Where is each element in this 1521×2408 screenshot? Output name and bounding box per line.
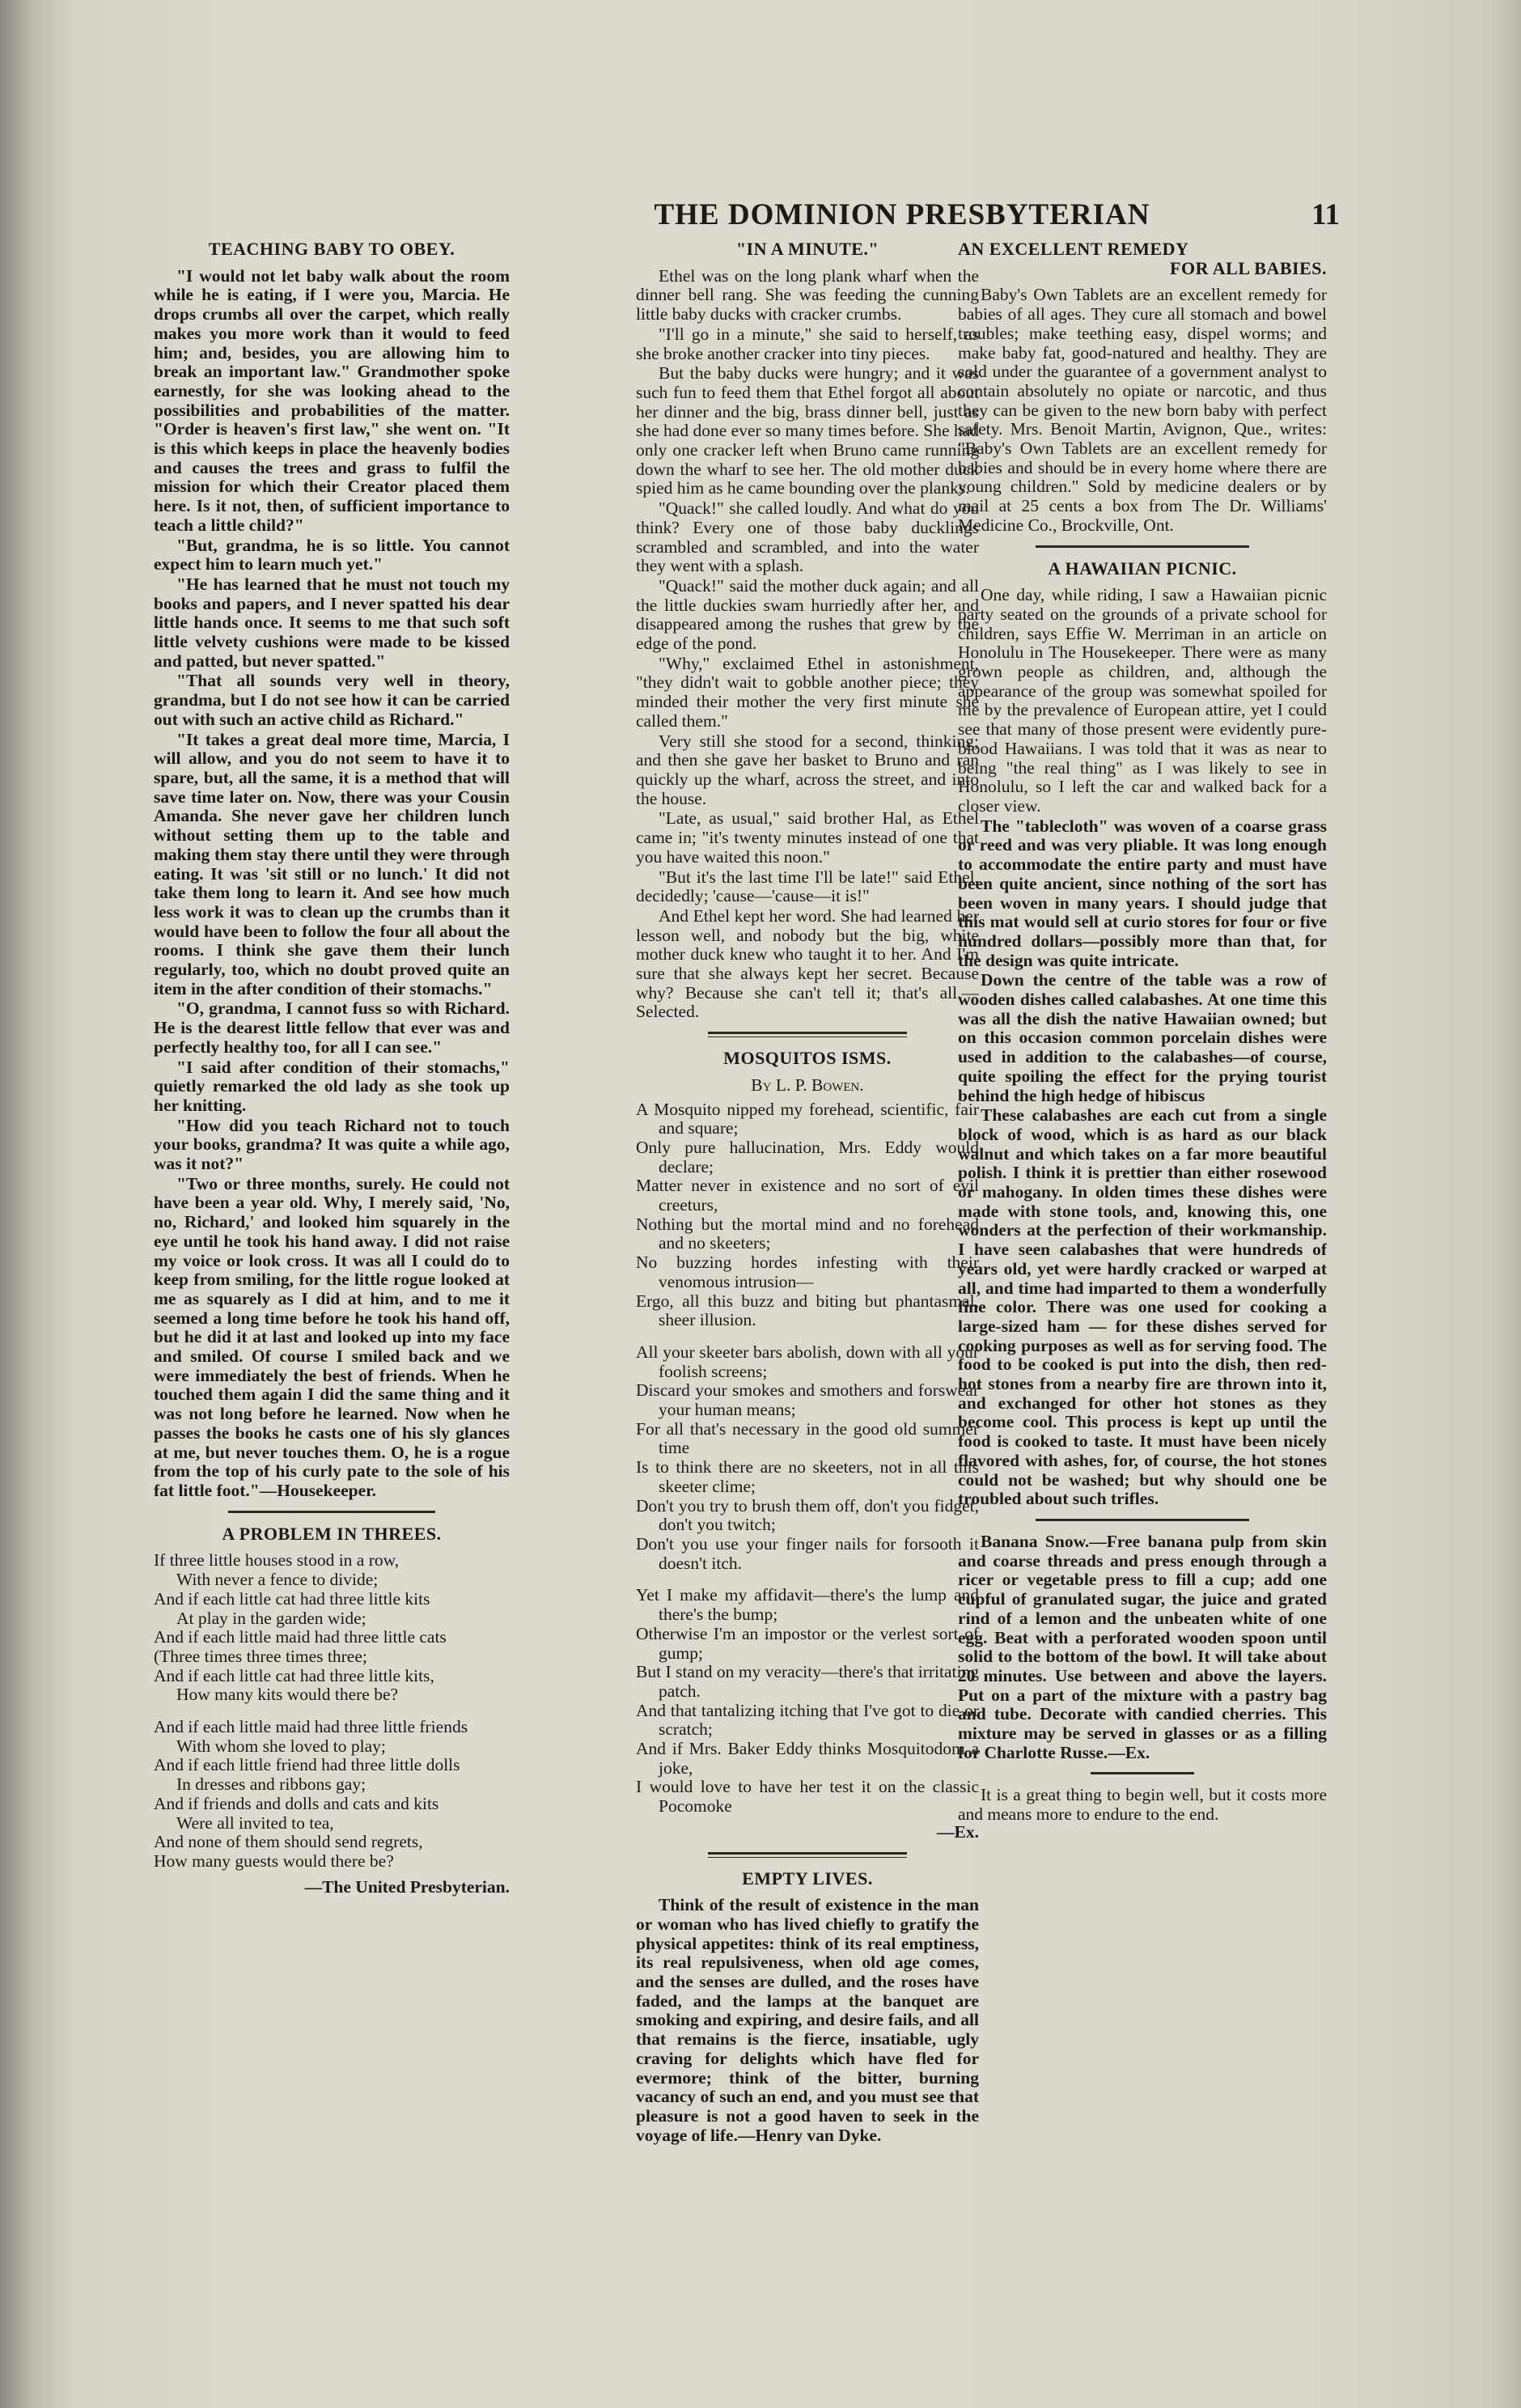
divider [1036,545,1249,548]
advert-title-line1: AN EXCELLENT REMEDY [958,240,1189,259]
verse-line: And that tantalizing itching that I've got to die or scratch; [636,1700,979,1740]
verse-line: And if each little maid had three little cats [154,1627,447,1647]
poem-byline: By L. P. Bowen. [751,1075,864,1095]
poem-title: MOSQUITOS ISMS. [723,1048,892,1069]
stanza-gap [154,1705,510,1718]
verse-line: Ergo, all this buzz and biting but phantasmal, sheer illusion. [636,1291,979,1330]
paragraph: "Quack!" said the mother duck again; and all the little duckies swam hurriedly after her, and disappeared among the rushes that grew by the edge of the pond. [636,575,979,654]
article-title: TEACHING BABY TO OBEY. [208,240,455,259]
paragraph: "Late, as usual," said brother Hal, as Ethel came in; "it's twenty minutes instead of one that you have waited this noon." [636,808,979,867]
paragraph: And Ethel kept her word. She had learned her lesson well, and nobody but the big, white mother duck knew who taught it to her. And I'm sure that she always kept her secret. Because why? Because she can't tell it; that's all.—Selected. [636,905,979,1022]
verse-line: If three little houses stood in a row, [154,1550,400,1571]
paragraph: These calabashes are each cut from a single block of wood, which is as hard as our black walnut and which takes on a far more beautiful polish. I think it is prettier than either rosewood or mahogany. In olden times these dishes were made with stone tools, and, knowing this, one wonders at the perfection of their workmanship. I have seen calabashes that were hundreds of years old, yet were hardly cracked or warped at all, and time had imparted to them a wonderfully fine color. There was one used for cooking a large-sized ham — for these dishes served for cooking purposes as well as for serving food. The food to be cooked is put into the dish, then red-hot stones from a nearby fire are thrown into it, and exchanged for other hot stones as they become cool. This process is kept up until the food is cooked to taste. It must have been nicely flavored with ashes, for, of course, the hot stones could not be washed; but why should one be troubled about such trifles. [958,1105,1327,1509]
verse-line: With never a fence to divide; [176,1570,379,1590]
paragraph: One day, while riding, I saw a Hawaiian picnic party seated on the grounds of a private school for children, says Effie W. Merriman in an article on Honolulu in The Housekeeper. There were as many grown people as children, and, although the appearance of the group was somewhat spoiled for me by the prevalence of European attire, yet I could see that many of those present were evidently pure-blood Hawaiians. I was told that it was as near to being "the real thing" as I was likely to see in Honolulu, so I left the car and walked back for a closer view. [958,585,1327,816]
verse-line: Were all invited to tea, [176,1812,334,1833]
paragraph: "How did you teach Richard not to touch your books, grandma? It was quite a while ago, was it not?" [154,1115,510,1174]
article-empty-lives [636,1869,979,2146]
page-number: 11 [1311,198,1340,231]
article-teaching-baby [154,240,510,1501]
verse-line: Otherwise I'm an impostor or the verlest sort of gump; [636,1623,979,1663]
verse-line: Is to think there are no skeeters, not in all this skeeter clime; [636,1457,979,1496]
verse-line: (Three times three times three; [154,1646,367,1666]
verse-line: Don't you try to brush them off, don't you fidget, don't you twitch; [636,1495,979,1535]
verse-line: At play in the garden wide; [176,1608,366,1628]
paragraph: "That all sounds very well in theory, grandma, but I do not see how it can be carried out with such an active child as Richard." [154,671,510,729]
verse-line: Discard your smokes and smothers and forswear your human means; [636,1380,979,1420]
paragraph: "I would not let baby walk about the room while he is eating, if I were you, Marcia. He drops crumbs all over the carpet, which really makes you more work than it would to feed him; and, besides, you are allowing him to break an important law." Grandmother spoke earnestly, for she was looking ahead to the possibilities and probabilities of the matter. "Order is heaven's first law," she went on. "It is this which keeps in place the heavenly bodies and causes the trees and grass to fulfil the mission for which their Creator placed them here. Is it not, then, of sufficient importance to teach a little child?" [154,265,510,535]
advert-title-line2: FOR ALL BABIES. [1170,257,1327,278]
article-body [154,267,510,1501]
recipe-banana-snow [958,1533,1327,1762]
verse-line: A Mosquito nipped my forehead, scientific, fair and square; [636,1099,979,1138]
column-middle [636,240,979,2376]
divider [228,1511,434,1513]
paragraph: Think of the result of existence in the man or woman who has lived chiefly to gratify the physical appetites: think of its real emptiness, its real repulsiveness, when old age comes, and the senses are dulled, and the roses have faded, and the lamps at the banquet are smoking and expiring, and desire fails, and all that remains is the fierce, insatiable, ugly craving for delights which have fled for evermore; think of the bitter, burning vacancy of such an end, and you must see that pleasure is not a good haven to seek in the voyage of life.—Henry van Dyke. [636,1895,979,2145]
advert-title [958,240,1327,278]
verse-line: For all that's necessary in the good old summer time [636,1418,979,1458]
divider [708,1032,907,1037]
verse-line: But I stand on my veracity—there's that irritating patch. [636,1662,979,1701]
poem-credit: —Ex. [937,1821,979,1842]
paragraph: "Two or three months, surely. He could not have been a year old. Why, I merely said, 'No, no, Richard,' and looked him squarely in the eye until he took his hand away. I did not raise my voice or look cross. It was all I could do to keep from smiling, for the little rogue looked at me as squarely as I did at him, and to me it seemed a long time before he took his hand off, but he did it at last and looked up into my face and smiled. Of course I smiled back and we were immediately the best of friends. When he touched them again I did the same thing and it was not long before he learned. Now when he passes the books he casts one of his sly glances at me, but never touches them. O, he is a rogue from the top of his curly pate to the sole of his fat little foot."—Housekeeper. [154,1173,510,1500]
article-body [636,1896,979,2145]
verse-line: And if each little cat had three little kits [154,1588,430,1609]
verse-line: Only pure hallucination, Mrs. Eddy would declare; [636,1137,979,1176]
verse-line: Yet I make my affidavit—there's the lump and there's the bump; [636,1585,979,1625]
verse-line: And if each little cat had three little kits, [154,1665,434,1685]
verse-line: In dresses and ribbons gay; [176,1774,366,1795]
column-left [154,240,510,2376]
verse-line: And if Mrs. Baker Eddy thinks Mosquitodom a joke, [636,1739,979,1778]
paragraph: But the baby ducks were hungry; and it was such fun to feed them that Ethel forgot all about her dinner and the big, brass dinner bell, just as she had done ever so many times before. She had only one cracker left when Bruno came running down the wharf to see her. The old mother duck spied him as he came bounding over the planks. [636,363,979,498]
divider [1091,1772,1194,1774]
paragraph: "But it's the last time I'll be late!" said Ethel, decidedly; 'cause—'cause—it is!" [636,867,979,906]
stanza-gap [636,1573,979,1586]
paragraph: Down the centre of the table was a row of wooden dishes called calabashes. At one time this was all the dish the native Hawaiian owned; but on this occasion common porcelain dishes were used in addition to the calabashes—of course, quite spoiling the effect for the prying tourist behind the high hedge of hibiscus [958,970,1327,1105]
paragraph: It is a great thing to begin well, but it costs more and means more to endure to the end. [958,1785,1327,1825]
verse-line: And none of them should send regrets, [154,1832,423,1852]
verse-line: How many kits would there be? [176,1685,399,1705]
advert-excellent-remedy [958,240,1327,536]
verse-line: And if each little friend had three little dolls [154,1755,460,1775]
paragraph: "I'll go in a minute," she said to herself, as she broke another cracker into tiny pieces. [636,324,979,363]
article-title: EMPTY LIVES. [742,1867,873,1889]
article-title: "IN A MINUTE." [735,240,879,259]
paragraph: "It takes a great deal more time, Marcia, I will allow, and you do not seem to have it to spare, but, all the same, it is a method that will save time later on. Now, there was your Cousin Amanda. She never gave her children lunch without setting them up to the table and making them stay there until they were through eating. It was 'sit still or no lunch.' It did not take them long to learn it. And see how much less work it was to clean up the crumbs than it would have been to follow the four all about the rooms. I think she gave them their lunch regularly, too, which no doubt proved quite an item in the after condition of their stomachs." [154,729,510,998]
verse-line: I would love to have her test it on the classic Pocomoke [636,1777,979,1817]
paragraph: "I said after condition of their stomachs," quietly remarked the old lady as she took up her knitting. [154,1057,510,1115]
article-body-bold [958,817,1327,1509]
poem-credit: —The United Presbyterian. [304,1876,510,1897]
divider [1036,1519,1249,1521]
verse-line: Don't you use your finger nails for forsooth it doesn't itch. [636,1534,979,1573]
verse-line: How many guests would there be? [154,1851,394,1871]
paragraph: "But, grandma, he is so little. You cannot expect him to learn much yet." [154,535,510,574]
paragraph: "Why," exclaimed Ethel in astonishment, "they didn't wait to gobble another piece; they minded their mother the very first minute she called them." [636,653,979,731]
paragraph: "O, grandma, I cannot fuss so with Richard. He is the dearest little fellow that ever was and perfectly healthy too, for all I can see." [154,998,510,1057]
paragraph: Very still she stood for a second, thinking; and then she gave her basket to Bruno and ran quickly up the wharf, across the street, and into the house. [636,731,979,808]
column-right [958,240,1327,2376]
divider [708,1852,907,1858]
paragraph: Ethel was on the long plank wharf when the dinner bell rang. She was feeding the cunning little baby ducks with cracker crumbs. [636,265,979,324]
verse-line: Nothing but the mortal mind and no forehead and no skeeters; [636,1214,979,1253]
stanza-gap [636,1330,979,1343]
paragraph: "He has learned that he must not touch my books and papers, and I never spatted his dear little hands once. It seems to me that such soft little velvety cushions were made to be kissed and patted, but never spatted." [154,574,510,671]
paragraph: "Quack!" she called loudly. And what do you think? Every one of those baby ducklings scrambled and scrambled, and into the water they went with a splash. [636,498,979,576]
poem-problem-in-threes [154,1524,510,1897]
poem-body [636,1100,979,1817]
poem-mosquitos-isms [636,1049,979,1842]
poem-title: A PROBLEM IN THREES. [222,1523,442,1544]
article-title: A HAWAIIAN PICNIC. [1048,557,1237,579]
verse-line: No buzzing hordes infesting with their venomous intrusion— [636,1253,979,1291]
verse-line: All your skeeter bars abolish, down with all your foolish screens; [636,1342,979,1381]
verse-line: And if each little maid had three little friends [154,1717,468,1737]
verse-line: Matter never in existence and no sort of evil creeturs, [636,1176,979,1215]
masthead: THE DOMINION PRESBYTERIAN [654,198,1150,231]
article-in-a-minute [636,240,979,1022]
verse-line: And if friends and dolls and cats and kits [154,1793,439,1813]
closing-note [958,1786,1327,1824]
verse-line: With whom she loved to play; [176,1736,386,1756]
poem-body [154,1551,510,1871]
recipe-body [958,1533,1327,1762]
paragraph: Baby's Own Tablets are an excellent remedy for babies of all ages. They cure all stomach and bowel troubles; make teething easy, dispel worms; and make baby fat, good-natured and healthy. They are sold under the guarantee of a government analyst to contain absolutely no opiate or narcotic, and thus they can be given to the new born baby with perfect safety. Mrs. Benoit Martin, Avignon, Que., writes: "Baby's Own Tablets are an excellent remedy for babies and should be in every home where there are young children." Sold by medicine dealers or by mail at 25 cents a box from The Dr. Williams' Medicine Co., Brockville, Ont. [958,285,1327,535]
paragraph: Banana Snow.—Free banana pulp from skin and coarse threads and press enough through a ricer or vegetable press to fill a cup; add one cupful of granulated sugar, the juice and grated rind of a lemon and the unbeaten white of one egg. Beat with a perforated wooden spoon until solid to the bottom of the bowl. It will take about 20 minutes. Use between and above the layers. Put on a part of the mixture with a pastry bag and tube. Decorate with candied cherries. This mixture may be served in glasses or as a filling for Charlotte Russe.—Ex. [958,1532,1327,1762]
article-hawaiian-picnic [958,559,1327,1509]
paragraph: The "tablecloth" was woven of a coarse grass or reed and was very pliable. It was long enough to accommodate the entire party and must have been quite ancient, since nothing of the sort has been woven in many years. I should judge that this mat would sell at curio stores for four or five hundred dollars—possibly more than that, for the design was quite intricate. [958,816,1327,970]
